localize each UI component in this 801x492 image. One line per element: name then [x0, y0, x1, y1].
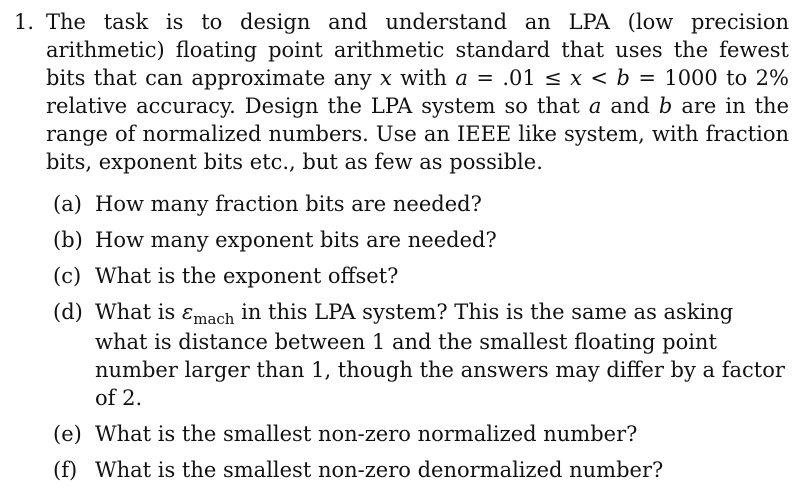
math-var-a: a	[588, 94, 602, 118]
statement-text-6: and	[610, 94, 650, 118]
math-var-b: b	[658, 94, 673, 118]
statement-text-7: are in the range of normalized numbers. Use an IEEE like system, with fraction bits, exponent bits etc., but as few as possible.	[46, 94, 789, 174]
problem-number: 1.	[14, 10, 35, 34]
statement-text-4: <	[590, 66, 609, 90]
problem-statement	[14, 8, 789, 176]
sub-question-f	[53, 456, 789, 484]
sub-question-c	[53, 262, 789, 290]
sub-question-b	[53, 226, 789, 254]
sub-question-label: (a)	[53, 192, 82, 216]
sub-question-text: How many fraction bits are needed?	[95, 192, 482, 216]
sub-question-text: What is the smallest non-zero denormalized number?	[95, 458, 664, 482]
sub-question-list	[14, 190, 789, 484]
math-var-x: x	[380, 66, 392, 90]
sub-question-d	[53, 298, 789, 412]
sub-question-text: What is the smallest non-zero normalized number?	[95, 422, 638, 446]
math-var-b: b	[616, 66, 630, 90]
problem-1	[14, 8, 789, 492]
math-var-x: x	[570, 66, 582, 90]
sub-question-label: (c)	[53, 264, 82, 288]
math-var-a: a	[455, 66, 468, 90]
sub-question-label: (e)	[53, 422, 82, 446]
sub-question-text: What is the exponent offset?	[95, 264, 399, 288]
math-subscript-mach: mach	[193, 310, 235, 328]
sub-question-text-post: in this LPA system? This is the same as asking what is distance between 1 and the smallest floating point number larger than 1, though the answers may differ by a factor of 2.	[95, 300, 785, 410]
sub-question-label: (f)	[53, 458, 78, 482]
statement-text-5: = 1000 to 2% relative accuracy. Design the LPA system so that	[46, 66, 789, 118]
statement-text-3: = .01 ≤	[476, 66, 562, 90]
sub-question-text-pre: What is	[95, 300, 176, 324]
sub-question-label: (d)	[53, 300, 83, 324]
sub-question-a	[53, 190, 789, 218]
statement-text-2: with	[400, 66, 447, 90]
sub-question-text: How many exponent bits are needed?	[95, 228, 497, 252]
math-epsilon-symbol: ε	[181, 300, 194, 324]
statement-text-1: The task is to design and understand an LPA (low precision arithmetic) floating point arithmetic standard that uses the fewest bits that can approximate any	[46, 10, 789, 90]
sub-question-e	[53, 420, 789, 448]
sub-question-label: (b)	[53, 228, 83, 252]
